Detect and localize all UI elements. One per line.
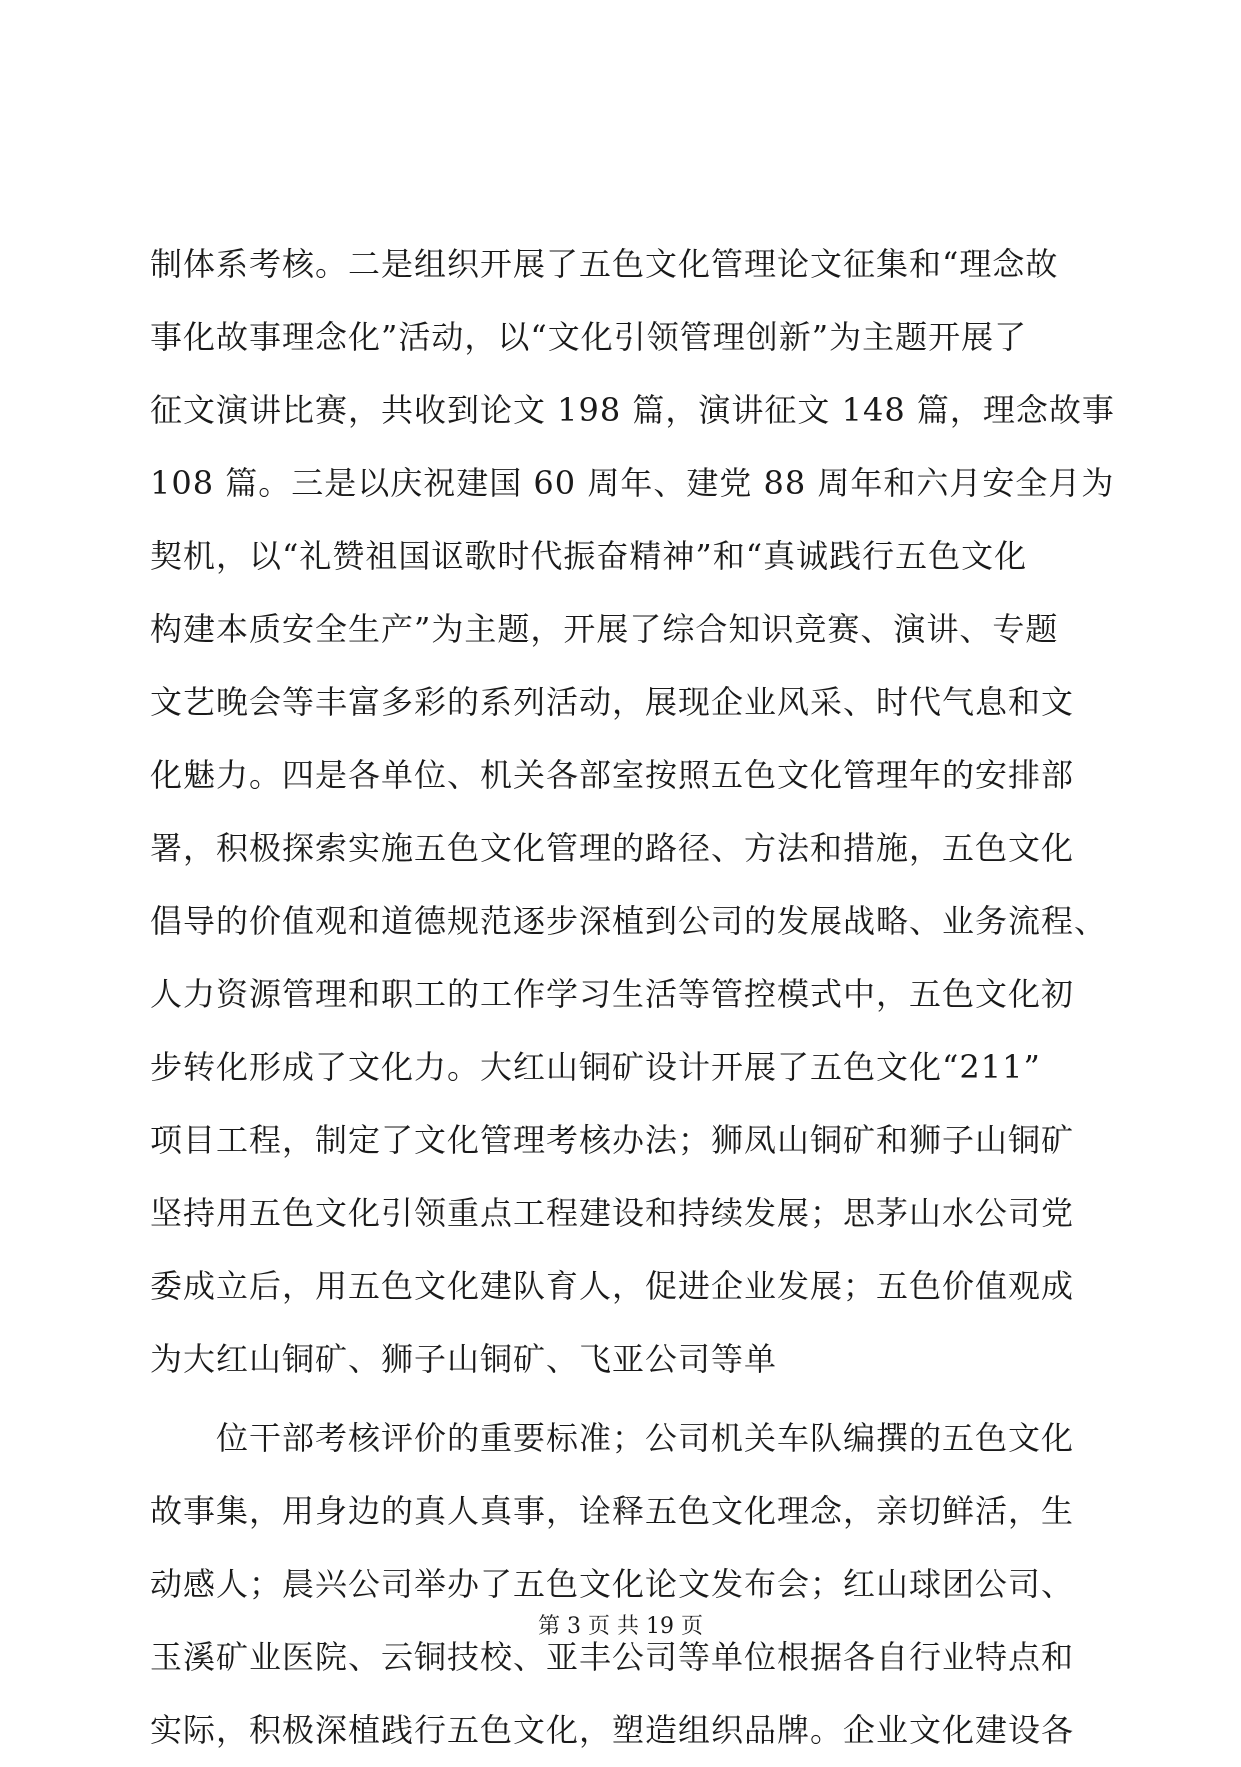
text-line: 署，积极探索实施五色文化管理的路径、方法和措施，五色文化 xyxy=(150,829,1075,867)
text-line: 文艺晚会等丰富多彩的系列活动，展现企业风采、时代气息和文 xyxy=(150,683,1075,721)
paragraph-first-line: 位干部考核评价的重要标准；公司机关车队编撰的五色文化 xyxy=(216,1419,1075,1457)
text-line: 项目工程，制定了文化管理考核办法；狮凤山铜矿和狮子山铜矿 xyxy=(150,1121,1075,1159)
text-line: 为大红山铜矿、狮子山铜矿、飞亚公司等单 xyxy=(150,1340,778,1378)
page-number-footer: 第 3 页 共 19 页 xyxy=(538,1614,703,1639)
text-line: 108 篇。三是以庆祝建国 60 周年、建党 88 周年和六月安全月为 xyxy=(150,464,1115,502)
text-line: 动感人；晨兴公司举办了五色文化论文发布会；红山球团公司、 xyxy=(150,1565,1075,1603)
text-line: 化魅力。四是各单位、机关各部室按照五色文化管理年的安排部 xyxy=(150,756,1075,794)
body-text xyxy=(150,228,1115,1767)
text-line: 玉溪矿业医院、云铜技校、亚丰公司等单位根据各自行业特点和 xyxy=(150,1638,1075,1676)
text-line: 倡导的价值观和道德规范逐步深植到公司的发展战略、业务流程、 xyxy=(150,902,1108,940)
text-line: 构建本质安全生产”为主题，开展了综合知识竞赛、演讲、专题 xyxy=(150,610,1059,648)
text-line: 制体系考核。二是组织开展了五色文化管理论文征集和“理念故 xyxy=(150,245,1059,283)
text-line: 故事集，用身边的真人真事，诠释五色文化理念，亲切鲜活，生 xyxy=(150,1492,1075,1530)
text-line: 契机，以“礼赞祖国讴歌时代振奋精神”和“真诚践行五色文化 xyxy=(150,537,1028,575)
text-line: 实际，积极深植践行五色文化，塑造组织品牌。企业文化建设各 xyxy=(150,1711,1075,1749)
text-line: 步转化形成了文化力。大红山铜矿设计开展了五色文化“211” xyxy=(150,1048,1041,1086)
text-line: 人力资源管理和职工的工作学习生活等管控模式中，五色文化初 xyxy=(150,975,1075,1013)
text-line: 坚持用五色文化引领重点工程建设和持续发展；思茅山水公司党 xyxy=(150,1194,1075,1232)
text-line: 事化故事理念化”活动，以“文化引领管理创新”为主题开展了 xyxy=(150,318,1028,356)
text-line: 委成立后，用五色文化建队育人，促进企业发展；五色价值观成 xyxy=(150,1267,1075,1305)
text-line: 征文演讲比赛，共收到论文 198 篇，演讲征文 148 篇，理念故事 xyxy=(150,391,1115,429)
